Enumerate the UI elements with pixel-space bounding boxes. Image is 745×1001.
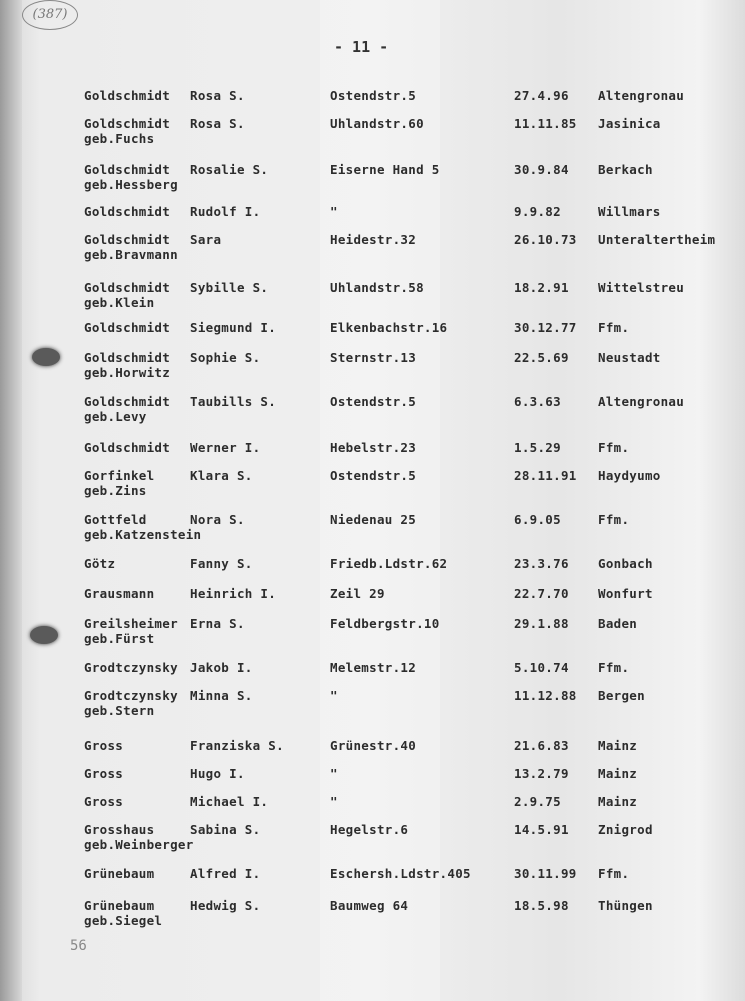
street-address: Baumweg 64 bbox=[330, 898, 409, 913]
surname: Gross bbox=[84, 766, 124, 781]
birthplace: Ffm. bbox=[598, 440, 630, 455]
birthplace: Ffm. bbox=[598, 866, 630, 881]
street-address: " bbox=[330, 794, 338, 809]
birth-date: 18.5.98 bbox=[514, 898, 569, 913]
surname: Grünebaum bbox=[84, 866, 155, 881]
street-address: " bbox=[330, 688, 338, 703]
birthplace: Unteraltertheim bbox=[598, 232, 716, 247]
birth-date: 27.4.96 bbox=[514, 88, 569, 103]
surname: Gross bbox=[84, 738, 124, 753]
list-item bbox=[0, 512, 745, 552]
surname: Goldschmidt bbox=[84, 394, 171, 409]
street-address: Ostendstr.5 bbox=[330, 394, 417, 409]
birthplace: Baden bbox=[598, 616, 638, 631]
birth-date: 30.12.77 bbox=[514, 320, 577, 335]
first-name: Sybille S. bbox=[190, 280, 269, 295]
list-item bbox=[0, 394, 745, 434]
list-item bbox=[0, 898, 745, 938]
first-name: Rosalie S. bbox=[190, 162, 269, 177]
street-address: Grünestr.40 bbox=[330, 738, 417, 753]
birthplace: Jasinica bbox=[598, 116, 661, 131]
first-name: Rosa S. bbox=[190, 88, 245, 103]
birthplace: Gonbach bbox=[598, 556, 653, 571]
birthplace: Bergen bbox=[598, 688, 645, 703]
surname: Goldschmidt bbox=[84, 204, 171, 219]
maiden-name: geb.Hessberg bbox=[84, 177, 178, 192]
list-item bbox=[0, 688, 745, 728]
surname: Grodtczynsky bbox=[84, 660, 178, 675]
street-address: Ostendstr.5 bbox=[330, 88, 417, 103]
birthplace: Neustadt bbox=[598, 350, 661, 365]
birth-date: 22.7.70 bbox=[514, 586, 569, 601]
street-address: Heidestr.32 bbox=[330, 232, 417, 247]
birth-date: 26.10.73 bbox=[514, 232, 577, 247]
maiden-name: geb.Klein bbox=[84, 295, 155, 310]
maiden-name: geb.Siegel bbox=[84, 913, 163, 928]
birthplace: Altengronau bbox=[598, 88, 685, 103]
surname: Goldschmidt bbox=[84, 232, 171, 247]
first-name: Rudolf I. bbox=[190, 204, 261, 219]
surname: Greilsheimer bbox=[84, 616, 178, 631]
list-item bbox=[0, 468, 745, 508]
birthplace: Altengronau bbox=[598, 394, 685, 409]
maiden-name: geb.Katzenstein bbox=[84, 527, 202, 542]
list-item bbox=[0, 280, 745, 320]
footer-mark: 56 bbox=[70, 938, 87, 954]
first-name: Rosa S. bbox=[190, 116, 245, 131]
surname: Goldschmidt bbox=[84, 162, 171, 177]
surname: Goldschmidt bbox=[84, 116, 171, 131]
first-name: Minna S. bbox=[190, 688, 253, 703]
maiden-name: geb.Zins bbox=[84, 483, 147, 498]
first-name: Franziska S. bbox=[190, 738, 284, 753]
birthplace: Ffm. bbox=[598, 660, 630, 675]
birth-date: 9.9.82 bbox=[514, 204, 561, 219]
archive-mark: (387) bbox=[22, 0, 78, 30]
list-item bbox=[0, 616, 745, 656]
first-name: Werner I. bbox=[190, 440, 261, 455]
first-name: Nora S. bbox=[190, 512, 245, 527]
first-name: Siegmund I. bbox=[190, 320, 277, 335]
maiden-name: geb.Weinberger bbox=[84, 837, 194, 852]
birthplace: Ffm. bbox=[598, 512, 630, 527]
surname: Goldschmidt bbox=[84, 350, 171, 365]
birth-date: 21.6.83 bbox=[514, 738, 569, 753]
street-address: Niedenau 25 bbox=[330, 512, 417, 527]
birthplace: Mainz bbox=[598, 738, 638, 753]
list-item bbox=[0, 822, 745, 862]
birth-date: 5.10.74 bbox=[514, 660, 569, 675]
first-name: Jakob I. bbox=[190, 660, 253, 675]
surname: Gross bbox=[84, 794, 124, 809]
first-name: Hugo I. bbox=[190, 766, 245, 781]
first-name: Heinrich I. bbox=[190, 586, 277, 601]
street-address: " bbox=[330, 766, 338, 781]
maiden-name: geb.Horwitz bbox=[84, 365, 171, 380]
birth-date: 14.5.91 bbox=[514, 822, 569, 837]
list-item bbox=[0, 162, 745, 202]
first-name: Hedwig S. bbox=[190, 898, 261, 913]
street-address: Eschersh.Ldstr.405 bbox=[330, 866, 471, 881]
birth-date: 11.12.88 bbox=[514, 688, 577, 703]
surname: Grodtczynsky bbox=[84, 688, 178, 703]
birthplace: Mainz bbox=[598, 766, 638, 781]
list-item bbox=[0, 232, 745, 272]
birth-date: 29.1.88 bbox=[514, 616, 569, 631]
street-address: Zeil 29 bbox=[330, 586, 385, 601]
birthplace: Haydyumo bbox=[598, 468, 661, 483]
surname: Gorfinkel bbox=[84, 468, 155, 483]
birth-date: 1.5.29 bbox=[514, 440, 561, 455]
street-address: Elkenbachstr.16 bbox=[330, 320, 448, 335]
birth-date: 28.11.91 bbox=[514, 468, 577, 483]
birth-date: 18.2.91 bbox=[514, 280, 569, 295]
street-address: Sternstr.13 bbox=[330, 350, 417, 365]
surname: Gottfeld bbox=[84, 512, 147, 527]
surname: Goldschmidt bbox=[84, 280, 171, 295]
first-name: Erna S. bbox=[190, 616, 245, 631]
first-name: Sara bbox=[190, 232, 222, 247]
list-item bbox=[0, 350, 745, 390]
birthplace: Willmars bbox=[598, 204, 661, 219]
surname: Goldschmidt bbox=[84, 320, 171, 335]
surname: Goldschmidt bbox=[84, 88, 171, 103]
surname: Götz bbox=[84, 556, 116, 571]
street-address: Melemstr.12 bbox=[330, 660, 417, 675]
birth-date: 6.3.63 bbox=[514, 394, 561, 409]
first-name: Sophie S. bbox=[190, 350, 261, 365]
birth-date: 23.3.76 bbox=[514, 556, 569, 571]
first-name: Taubills S. bbox=[190, 394, 277, 409]
maiden-name: geb.Stern bbox=[84, 703, 155, 718]
street-address: Feldbergstr.10 bbox=[330, 616, 440, 631]
birth-date: 6.9.05 bbox=[514, 512, 561, 527]
surname: Grünebaum bbox=[84, 898, 155, 913]
first-name: Alfred I. bbox=[190, 866, 261, 881]
surname: Grosshaus bbox=[84, 822, 155, 837]
birthplace: Thüngen bbox=[598, 898, 653, 913]
street-address: Friedb.Ldstr.62 bbox=[330, 556, 448, 571]
birthplace: Wittelstreu bbox=[598, 280, 685, 295]
street-address: Eiserne Hand 5 bbox=[330, 162, 440, 177]
birthplace: Wonfurt bbox=[598, 586, 653, 601]
birth-date: 13.2.79 bbox=[514, 766, 569, 781]
street-address: Uhlandstr.60 bbox=[330, 116, 424, 131]
birthplace: Ffm. bbox=[598, 320, 630, 335]
street-address: " bbox=[330, 204, 338, 219]
maiden-name: geb.Levy bbox=[84, 409, 147, 424]
surname: Grausmann bbox=[84, 586, 155, 601]
first-name: Klara S. bbox=[190, 468, 253, 483]
first-name: Fanny S. bbox=[190, 556, 253, 571]
birth-date: 2.9.75 bbox=[514, 794, 561, 809]
birth-date: 30.11.99 bbox=[514, 866, 577, 881]
maiden-name: geb.Bravmann bbox=[84, 247, 178, 262]
first-name: Sabina S. bbox=[190, 822, 261, 837]
birth-date: 11.11.85 bbox=[514, 116, 577, 131]
maiden-name: geb.Fürst bbox=[84, 631, 155, 646]
street-address: Uhlandstr.58 bbox=[330, 280, 424, 295]
street-address: Hebelstr.23 bbox=[330, 440, 417, 455]
birthplace: Mainz bbox=[598, 794, 638, 809]
birthplace: Berkach bbox=[598, 162, 653, 177]
maiden-name: geb.Fuchs bbox=[84, 131, 155, 146]
first-name: Michael I. bbox=[190, 794, 269, 809]
street-address: Ostendstr.5 bbox=[330, 468, 417, 483]
surname: Goldschmidt bbox=[84, 440, 171, 455]
birthplace: Znigrod bbox=[598, 822, 653, 837]
birth-date: 22.5.69 bbox=[514, 350, 569, 365]
birth-date: 30.9.84 bbox=[514, 162, 569, 177]
street-address: Hegelstr.6 bbox=[330, 822, 409, 837]
list-item bbox=[0, 116, 745, 156]
page-number: - 11 - bbox=[334, 38, 389, 56]
